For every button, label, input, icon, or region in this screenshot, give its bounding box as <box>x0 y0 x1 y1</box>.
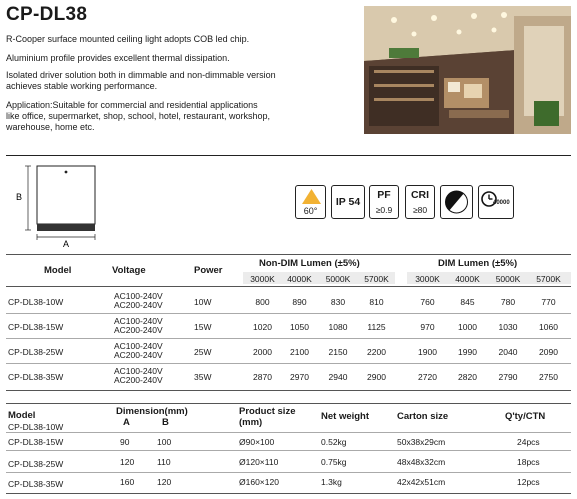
table1-row-rule <box>6 338 571 339</box>
t1-lumen: 1050 <box>290 322 309 332</box>
t1-cct-dim: 5000K <box>495 274 521 284</box>
beam-angle-icon <box>295 185 326 219</box>
t1-lumen: 810 <box>369 297 384 307</box>
t1-voltage: AC200-240V <box>114 350 163 360</box>
t2-model: CP-DL38-25W <box>8 459 64 469</box>
t1-header-model: Model <box>44 265 72 276</box>
dimmable-icon <box>440 185 473 219</box>
t1-cct-dim: 3000K <box>415 274 440 284</box>
t1-voltage: AC100-240V <box>114 366 163 376</box>
t2-net-weight: 1.3kg <box>321 477 342 487</box>
t1-lumen: 970 <box>420 322 435 332</box>
description-2: Aluminium profile provides excellent thermal dissipation. <box>6 53 230 63</box>
t1-lumen: 2750 <box>539 372 558 382</box>
t2-qty: 18pcs <box>517 457 540 467</box>
t2-model: CP-DL38-15W <box>8 437 64 447</box>
description-1: R-Cooper surface mounted ceiling light adopts COB led chip. <box>6 34 250 44</box>
t1-power: 35W <box>194 372 212 382</box>
t1-header-voltage: Voltage <box>112 265 146 276</box>
dimension-drawing <box>10 160 120 248</box>
t2-header-product-size: Product size <box>239 406 296 417</box>
t2-net-weight: 0.75kg <box>321 457 347 467</box>
t2-carton-size: 42x42x51cm <box>397 477 446 487</box>
t1-voltage: AC100-240V <box>114 291 163 301</box>
t1-lumen: 1000 <box>458 322 477 332</box>
t1-model: CP-DL38-10W <box>8 297 64 307</box>
table2-row-rule <box>6 432 571 433</box>
lifetime-icon <box>478 185 514 219</box>
ip-rating-value: IP 54 <box>335 196 361 208</box>
t1-lumen: 1990 <box>458 347 477 357</box>
t1-model: CP-DL38-15W <box>8 322 64 332</box>
table2-top-rule <box>6 403 571 404</box>
t1-voltage: AC100-240V <box>114 316 163 326</box>
t2-net-weight: 0.52kg <box>321 437 347 447</box>
t1-lumen: 1030 <box>498 322 518 332</box>
t1-voltage: AC100-240V <box>114 341 163 351</box>
t2-header-model: Model <box>8 410 36 421</box>
t1-model: CP-DL38-35W <box>8 372 64 382</box>
t1-lumen: 2870 <box>253 372 272 382</box>
t1-power: 10W <box>194 297 212 307</box>
cri-icon <box>405 185 435 219</box>
t1-lumen: 890 <box>292 297 307 307</box>
table1-bottom-rule <box>6 390 571 391</box>
pf-value: ≥0.9 <box>375 205 393 215</box>
t1-lumen: 780 <box>500 297 516 307</box>
t2-dim-b: 110 <box>157 457 171 467</box>
t2-dim-b: 100 <box>157 437 172 447</box>
t1-cct-dim: 4000K <box>455 274 480 284</box>
cri-value: ≥80 <box>412 205 428 215</box>
t2-header-dimension: Dimension(mm) <box>116 406 188 417</box>
table1-header-rule <box>6 286 571 287</box>
t1-lumen: 2900 <box>367 372 386 382</box>
t1-voltage: AC200-240V <box>114 375 163 385</box>
t2-dim-b: 120 <box>157 477 172 487</box>
t1-header-power: Power <box>194 265 223 276</box>
table1-top-rule <box>6 254 571 255</box>
t2-product-size: Ø120×110 <box>239 457 279 467</box>
power-factor-icon <box>369 185 399 219</box>
lifetime-value: 40000 <box>493 200 510 206</box>
t1-lumen: 845 <box>460 297 475 307</box>
pf-label: PF <box>377 189 391 201</box>
t1-lumen: 1060 <box>539 322 558 332</box>
t1-voltage: AC200-240V <box>114 300 163 310</box>
t1-voltage: AC200-240V <box>114 325 163 335</box>
t1-cct-nondim: 4000K <box>287 274 312 284</box>
t1-lumen: 830 <box>330 297 346 307</box>
t2-dim-a: 90 <box>120 437 130 447</box>
t1-cct-nondim: 5000K <box>325 274 351 284</box>
t1-lumen: 2000 <box>253 347 272 357</box>
t1-lumen: 1080 <box>328 322 348 332</box>
t1-cct-dim: 5700K <box>536 274 561 284</box>
t1-lumen: 1900 <box>418 347 437 357</box>
t1-power: 15W <box>194 322 212 332</box>
beam-angle-value: 60° <box>303 206 318 216</box>
t1-lumen: 1020 <box>253 322 272 332</box>
dimension-label-a: A <box>63 239 70 248</box>
application-photo <box>364 6 571 134</box>
section-divider <box>6 155 571 156</box>
t2-dim-a: 120 <box>120 457 135 467</box>
t2-header-net-weight: Net weight <box>321 411 370 422</box>
t1-lumen: 2790 <box>498 372 518 382</box>
t2-model: CP-DL38-10W <box>8 422 64 432</box>
t1-cct-nondim: 5700K <box>364 274 389 284</box>
t2-qty: 12pcs <box>517 477 540 487</box>
t1-lumen: 2940 <box>328 372 348 382</box>
description-4: Application:Suitable for commercial and residential applications like office, supermarket, shop, school, hotel, restaurant, workshop, warehouse, home etc. <box>6 100 270 132</box>
t2-header-a: A <box>123 417 130 428</box>
t1-lumen: 1125 <box>367 322 386 332</box>
t1-lumen: 2100 <box>290 347 309 357</box>
t2-header-carton-size: Carton size <box>397 411 449 422</box>
t2-model: CP-DL38-35W <box>8 479 64 489</box>
t1-lumen: 2150 <box>328 347 348 357</box>
description-3: Isolated driver solution both in dimmable and non-dimmable version achieves stable working performance. <box>6 70 276 91</box>
page-title: CP-DL38 <box>6 4 88 25</box>
t1-lumen: 800 <box>255 297 270 307</box>
t1-lumen: 2820 <box>458 372 477 382</box>
t1-lumen: 770 <box>541 297 556 307</box>
t1-lumen: 2090 <box>539 347 558 357</box>
t2-carton-size: 48x48x32cm <box>397 457 446 467</box>
t2-product-size: Ø90×100 <box>239 437 275 447</box>
table1-row-rule <box>6 363 571 364</box>
t1-model: CP-DL38-25W <box>8 347 64 357</box>
cri-label: CRI <box>410 189 430 201</box>
table2-row-rule <box>6 450 571 451</box>
t1-lumen: 2200 <box>367 347 386 357</box>
t2-product-size: Ø160×120 <box>239 477 279 487</box>
table2-bottom-rule <box>6 493 571 494</box>
t2-header-b: B <box>162 417 169 428</box>
t1-lumen: 2040 <box>498 347 518 357</box>
t2-header-qty: Q'ty/CTN <box>505 411 546 422</box>
t1-cct-nondim: 3000K <box>250 274 275 284</box>
t2-header-product-size-unit: (mm) <box>239 417 263 428</box>
t1-lumen: 760 <box>420 297 435 307</box>
table2-row-rule <box>6 472 571 473</box>
t1-lumen: 2970 <box>290 372 309 382</box>
table1-row-rule <box>6 313 571 314</box>
t2-qty: 24pcs <box>517 437 540 447</box>
t1-power: 25W <box>194 347 212 357</box>
t1-header-dim: DIM Lumen (±5%) <box>438 258 518 269</box>
dimension-label-b: B <box>16 192 23 202</box>
ip-rating-icon <box>331 185 365 219</box>
t2-carton-size: 50x38x29cm <box>397 437 446 447</box>
t2-dim-a: 160 <box>120 477 135 487</box>
t1-header-nondim: Non-DIM Lumen (±5%) <box>259 258 360 269</box>
t1-lumen: 2720 <box>418 372 437 382</box>
